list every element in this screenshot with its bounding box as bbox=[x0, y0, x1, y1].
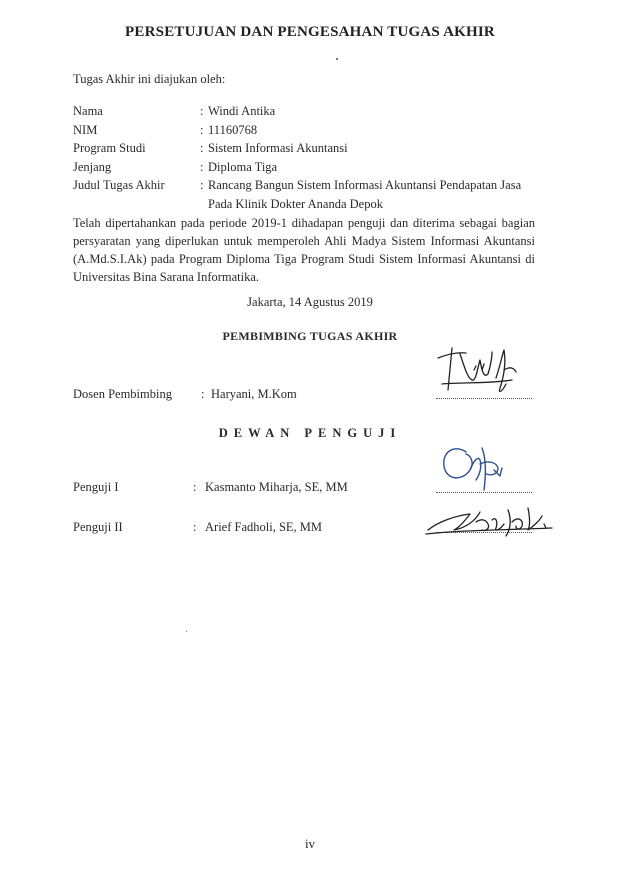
scan-speck bbox=[336, 58, 338, 60]
examiner-1-signature bbox=[436, 440, 516, 498]
field-separator: : bbox=[200, 178, 204, 192]
examiner-name: Kasmanto Miharja, SE, MM bbox=[205, 480, 348, 494]
advisor-separator: : bbox=[201, 387, 205, 401]
examiner-label: Penguji I bbox=[73, 480, 119, 494]
examiner-separator: : bbox=[193, 480, 197, 494]
examiner-row-1 bbox=[73, 480, 348, 495]
advisor-label: Dosen Pembimbing bbox=[73, 387, 172, 401]
examiners-heading: DEWAN PENGUJI bbox=[218, 426, 402, 440]
field-value: Rancang Bangun Sistem Informasi Akuntansi Pendapatan Jasa Pada Klinik Dokter Ananda Depok bbox=[208, 178, 522, 211]
intro-text: Tugas Akhir ini diajukan oleh: bbox=[73, 72, 226, 86]
field-separator: : bbox=[200, 159, 204, 174]
advisor-heading: PEMBIMBING TUGAS AKHIR bbox=[222, 329, 398, 343]
field-value: Diploma Tiga bbox=[208, 159, 278, 174]
advisor-signature bbox=[430, 344, 534, 400]
page-title: PERSETUJUAN DAN PENGESAHAN TUGAS AKHIR bbox=[125, 24, 495, 40]
date-line: Jakarta, 14 Agustus 2019 bbox=[247, 295, 373, 309]
page-number: iv bbox=[304, 836, 316, 851]
examiner-2-signature bbox=[424, 500, 556, 540]
field-row-judul bbox=[73, 176, 538, 213]
field-label: Nama bbox=[73, 104, 103, 118]
advisor-name: Haryani, M.Kom bbox=[211, 387, 297, 401]
field-label: Judul Tugas Akhir bbox=[73, 178, 165, 192]
field-separator: : bbox=[200, 141, 204, 155]
field-value: Sistem Informasi Akuntansi bbox=[208, 141, 348, 155]
examiner-name: Arief Fadholi, SE, MM bbox=[205, 520, 323, 534]
field-separator: : bbox=[200, 122, 204, 137]
field-row-jenjang bbox=[73, 158, 538, 177]
scan-speck bbox=[186, 631, 187, 632]
field-label: NIM bbox=[73, 122, 98, 137]
examiner-label: Penguji II bbox=[73, 520, 123, 534]
field-row-nama bbox=[73, 102, 538, 121]
advisor-row bbox=[73, 387, 297, 402]
field-row-program-studi bbox=[73, 139, 538, 158]
field-value: Windi Antika bbox=[208, 104, 276, 118]
field-value: 11160768 bbox=[208, 122, 258, 137]
examiner-separator: : bbox=[193, 520, 197, 534]
approval-statement: Telah dipertahankan pada periode 2019-1 dihadapan penguji dan diterima sebagai bagian persyaratan yang diperlukan untuk memperoleh Ahli Madya Sistem Informasi Akuntansi (A.Md.S.I.Ak) pada Program Diploma Tiga Program Studi Sistem Informasi Akuntansi di Universitas Bina Sarana Informatika. bbox=[73, 216, 535, 284]
field-row-nim bbox=[73, 121, 538, 140]
field-separator: : bbox=[200, 104, 204, 118]
examiner-row-2 bbox=[73, 520, 322, 535]
field-label: Jenjang bbox=[73, 159, 112, 174]
field-label: Program Studi bbox=[73, 141, 146, 155]
student-info bbox=[73, 102, 538, 213]
